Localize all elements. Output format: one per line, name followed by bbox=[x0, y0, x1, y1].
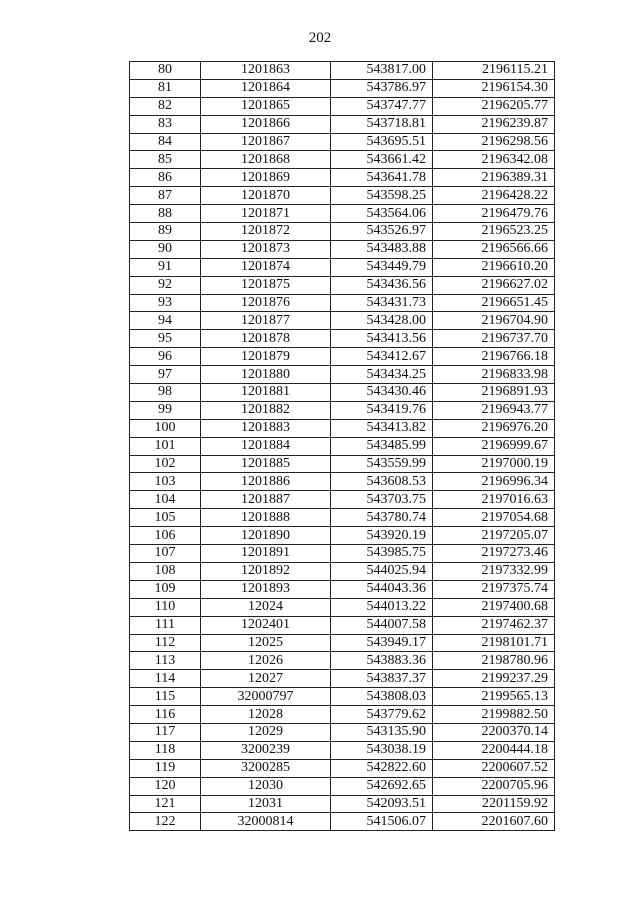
point-id-cell: 1201868 bbox=[201, 151, 331, 169]
x-coordinate-cell: 543747.77 bbox=[331, 97, 433, 115]
table-row bbox=[130, 527, 555, 545]
y-coordinate-cell: 2196154.30 bbox=[433, 79, 555, 97]
x-coordinate-cell: 543559.99 bbox=[331, 455, 433, 473]
x-coordinate-cell: 543135.90 bbox=[331, 723, 433, 741]
point-number-cell: 104 bbox=[130, 491, 201, 509]
x-coordinate-cell: 543598.25 bbox=[331, 187, 433, 205]
x-coordinate-cell: 543817.00 bbox=[331, 62, 433, 80]
page-number: 202 bbox=[308, 30, 332, 46]
table-row bbox=[130, 777, 555, 795]
y-coordinate-cell: 2196610.20 bbox=[433, 258, 555, 276]
y-coordinate-cell: 2196523.25 bbox=[433, 223, 555, 241]
point-id-cell: 1201871 bbox=[201, 205, 331, 223]
point-id-cell: 12026 bbox=[201, 652, 331, 670]
x-coordinate-cell: 543641.78 bbox=[331, 169, 433, 187]
x-coordinate-cell: 542093.51 bbox=[331, 795, 433, 813]
point-id-cell: 32000797 bbox=[201, 688, 331, 706]
table-row bbox=[130, 115, 555, 133]
y-coordinate-cell: 2200607.52 bbox=[433, 759, 555, 777]
point-number-cell: 87 bbox=[130, 187, 201, 205]
x-coordinate-cell: 543718.81 bbox=[331, 115, 433, 133]
table-row bbox=[130, 759, 555, 777]
x-coordinate-cell: 543413.82 bbox=[331, 419, 433, 437]
point-number-cell: 103 bbox=[130, 473, 201, 491]
point-number-cell: 105 bbox=[130, 509, 201, 527]
y-coordinate-cell: 2197462.37 bbox=[433, 616, 555, 634]
x-coordinate-cell: 543038.19 bbox=[331, 741, 433, 759]
x-coordinate-cell: 543428.00 bbox=[331, 312, 433, 330]
y-coordinate-cell: 2197016.63 bbox=[433, 491, 555, 509]
y-coordinate-cell: 2196389.31 bbox=[433, 169, 555, 187]
table-row bbox=[130, 205, 555, 223]
x-coordinate-cell: 544007.58 bbox=[331, 616, 433, 634]
point-id-cell: 3200239 bbox=[201, 741, 331, 759]
y-coordinate-cell: 2199237.29 bbox=[433, 670, 555, 688]
x-coordinate-cell: 543949.17 bbox=[331, 634, 433, 652]
point-id-cell: 1201884 bbox=[201, 437, 331, 455]
point-id-cell: 1201885 bbox=[201, 455, 331, 473]
y-coordinate-cell: 2196205.77 bbox=[433, 97, 555, 115]
point-id-cell: 1201874 bbox=[201, 258, 331, 276]
point-id-cell: 12030 bbox=[201, 777, 331, 795]
y-coordinate-cell: 2199565.13 bbox=[433, 688, 555, 706]
point-number-cell: 110 bbox=[130, 598, 201, 616]
point-number-cell: 118 bbox=[130, 741, 201, 759]
point-number-cell: 111 bbox=[130, 616, 201, 634]
point-number-cell: 121 bbox=[130, 795, 201, 813]
point-id-cell: 1201878 bbox=[201, 330, 331, 348]
point-number-cell: 81 bbox=[130, 79, 201, 97]
point-number-cell: 117 bbox=[130, 723, 201, 741]
point-id-cell: 1201886 bbox=[201, 473, 331, 491]
point-number-cell: 122 bbox=[130, 813, 201, 831]
point-id-cell: 1201877 bbox=[201, 312, 331, 330]
point-number-cell: 95 bbox=[130, 330, 201, 348]
point-number-cell: 83 bbox=[130, 115, 201, 133]
table-row bbox=[130, 348, 555, 366]
y-coordinate-cell: 2196342.08 bbox=[433, 151, 555, 169]
point-number-cell: 108 bbox=[130, 562, 201, 580]
point-number-cell: 98 bbox=[130, 384, 201, 402]
table-row bbox=[130, 223, 555, 241]
y-coordinate-cell: 2200444.18 bbox=[433, 741, 555, 759]
point-id-cell: 1201892 bbox=[201, 562, 331, 580]
point-number-cell: 116 bbox=[130, 706, 201, 724]
point-id-cell: 1201880 bbox=[201, 366, 331, 384]
point-id-cell: 12028 bbox=[201, 706, 331, 724]
point-id-cell: 1201891 bbox=[201, 545, 331, 563]
x-coordinate-cell: 543786.97 bbox=[331, 79, 433, 97]
coordinates-table-body bbox=[130, 62, 555, 831]
y-coordinate-cell: 2196298.56 bbox=[433, 133, 555, 151]
point-id-cell: 1201876 bbox=[201, 294, 331, 312]
x-coordinate-cell: 543430.46 bbox=[331, 384, 433, 402]
y-coordinate-cell: 2198780.96 bbox=[433, 652, 555, 670]
point-id-cell: 32000814 bbox=[201, 813, 331, 831]
point-id-cell: 12025 bbox=[201, 634, 331, 652]
table-row bbox=[130, 258, 555, 276]
y-coordinate-cell: 2200370.14 bbox=[433, 723, 555, 741]
y-coordinate-cell: 2201159.92 bbox=[433, 795, 555, 813]
x-coordinate-cell: 543661.42 bbox=[331, 151, 433, 169]
table-row bbox=[130, 437, 555, 455]
y-coordinate-cell: 2196566.66 bbox=[433, 240, 555, 258]
point-number-cell: 89 bbox=[130, 223, 201, 241]
point-number-cell: 97 bbox=[130, 366, 201, 384]
point-id-cell: 1201867 bbox=[201, 133, 331, 151]
point-number-cell: 82 bbox=[130, 97, 201, 115]
x-coordinate-cell: 543883.36 bbox=[331, 652, 433, 670]
point-id-cell: 1201888 bbox=[201, 509, 331, 527]
y-coordinate-cell: 2196766.18 bbox=[433, 348, 555, 366]
table-row bbox=[130, 813, 555, 831]
point-number-cell: 94 bbox=[130, 312, 201, 330]
table-row bbox=[130, 723, 555, 741]
table-row bbox=[130, 97, 555, 115]
y-coordinate-cell: 2196479.76 bbox=[433, 205, 555, 223]
point-id-cell: 1201872 bbox=[201, 223, 331, 241]
y-coordinate-cell: 2196239.87 bbox=[433, 115, 555, 133]
table-row bbox=[130, 473, 555, 491]
x-coordinate-cell: 543483.88 bbox=[331, 240, 433, 258]
x-coordinate-cell: 542692.65 bbox=[331, 777, 433, 795]
y-coordinate-cell: 2196737.70 bbox=[433, 330, 555, 348]
x-coordinate-cell: 543837.37 bbox=[331, 670, 433, 688]
point-id-cell: 1201870 bbox=[201, 187, 331, 205]
point-id-cell: 12027 bbox=[201, 670, 331, 688]
table-row bbox=[130, 79, 555, 97]
point-number-cell: 96 bbox=[130, 348, 201, 366]
y-coordinate-cell: 2197332.99 bbox=[433, 562, 555, 580]
table-row bbox=[130, 187, 555, 205]
table-row bbox=[130, 366, 555, 384]
table-row bbox=[130, 634, 555, 652]
table-row bbox=[130, 240, 555, 258]
point-number-cell: 86 bbox=[130, 169, 201, 187]
x-coordinate-cell: 542822.60 bbox=[331, 759, 433, 777]
x-coordinate-cell: 543920.19 bbox=[331, 527, 433, 545]
y-coordinate-cell: 2197375.74 bbox=[433, 580, 555, 598]
y-coordinate-cell: 2201607.60 bbox=[433, 813, 555, 831]
x-coordinate-cell: 543485.99 bbox=[331, 437, 433, 455]
table-row bbox=[130, 169, 555, 187]
point-id-cell: 1201883 bbox=[201, 419, 331, 437]
x-coordinate-cell: 543419.76 bbox=[331, 401, 433, 419]
point-id-cell: 1201893 bbox=[201, 580, 331, 598]
x-coordinate-cell: 543608.53 bbox=[331, 473, 433, 491]
point-number-cell: 100 bbox=[130, 419, 201, 437]
table-row bbox=[130, 62, 555, 80]
point-id-cell: 12029 bbox=[201, 723, 331, 741]
table-row bbox=[130, 294, 555, 312]
x-coordinate-cell: 543780.74 bbox=[331, 509, 433, 527]
point-id-cell: 1201890 bbox=[201, 527, 331, 545]
x-coordinate-cell: 543985.75 bbox=[331, 545, 433, 563]
table-row bbox=[130, 401, 555, 419]
point-number-cell: 115 bbox=[130, 688, 201, 706]
point-number-cell: 114 bbox=[130, 670, 201, 688]
x-coordinate-cell: 543413.56 bbox=[331, 330, 433, 348]
point-number-cell: 101 bbox=[130, 437, 201, 455]
y-coordinate-cell: 2197273.46 bbox=[433, 545, 555, 563]
y-coordinate-cell: 2197400.68 bbox=[433, 598, 555, 616]
table-row bbox=[130, 652, 555, 670]
x-coordinate-cell: 543808.03 bbox=[331, 688, 433, 706]
point-number-cell: 99 bbox=[130, 401, 201, 419]
point-id-cell: 12024 bbox=[201, 598, 331, 616]
point-number-cell: 93 bbox=[130, 294, 201, 312]
table-row bbox=[130, 598, 555, 616]
x-coordinate-cell: 543436.56 bbox=[331, 276, 433, 294]
y-coordinate-cell: 2196115.21 bbox=[433, 62, 555, 80]
y-coordinate-cell: 2200705.96 bbox=[433, 777, 555, 795]
point-number-cell: 112 bbox=[130, 634, 201, 652]
table-row bbox=[130, 688, 555, 706]
table-row bbox=[130, 562, 555, 580]
x-coordinate-cell: 543695.51 bbox=[331, 133, 433, 151]
table-row bbox=[130, 133, 555, 151]
point-id-cell: 1201875 bbox=[201, 276, 331, 294]
point-number-cell: 113 bbox=[130, 652, 201, 670]
point-number-cell: 102 bbox=[130, 455, 201, 473]
point-number-cell: 120 bbox=[130, 777, 201, 795]
point-number-cell: 88 bbox=[130, 205, 201, 223]
table-row bbox=[130, 455, 555, 473]
point-id-cell: 1201866 bbox=[201, 115, 331, 133]
x-coordinate-cell: 541506.07 bbox=[331, 813, 433, 831]
y-coordinate-cell: 2198101.71 bbox=[433, 634, 555, 652]
y-coordinate-cell: 2196651.45 bbox=[433, 294, 555, 312]
y-coordinate-cell: 2196976.20 bbox=[433, 419, 555, 437]
point-id-cell: 12031 bbox=[201, 795, 331, 813]
table-row bbox=[130, 312, 555, 330]
y-coordinate-cell: 2197054.68 bbox=[433, 509, 555, 527]
point-number-cell: 119 bbox=[130, 759, 201, 777]
y-coordinate-cell: 2196943.77 bbox=[433, 401, 555, 419]
point-id-cell: 1201873 bbox=[201, 240, 331, 258]
table-row bbox=[130, 545, 555, 563]
y-coordinate-cell: 2196428.22 bbox=[433, 187, 555, 205]
point-number-cell: 106 bbox=[130, 527, 201, 545]
point-number-cell: 92 bbox=[130, 276, 201, 294]
table-row bbox=[130, 491, 555, 509]
y-coordinate-cell: 2197205.07 bbox=[433, 527, 555, 545]
table-row bbox=[130, 706, 555, 724]
point-number-cell: 90 bbox=[130, 240, 201, 258]
table-row bbox=[130, 384, 555, 402]
point-number-cell: 84 bbox=[130, 133, 201, 151]
x-coordinate-cell: 544025.94 bbox=[331, 562, 433, 580]
point-id-cell: 1201865 bbox=[201, 97, 331, 115]
x-coordinate-cell: 543449.79 bbox=[331, 258, 433, 276]
point-id-cell: 1201863 bbox=[201, 62, 331, 80]
point-id-cell: 1202401 bbox=[201, 616, 331, 634]
x-coordinate-cell: 543434.25 bbox=[331, 366, 433, 384]
coordinates-table bbox=[129, 61, 555, 831]
x-coordinate-cell: 543703.75 bbox=[331, 491, 433, 509]
x-coordinate-cell: 544013.22 bbox=[331, 598, 433, 616]
point-number-cell: 109 bbox=[130, 580, 201, 598]
y-coordinate-cell: 2196999.67 bbox=[433, 437, 555, 455]
y-coordinate-cell: 2196833.98 bbox=[433, 366, 555, 384]
point-id-cell: 1201881 bbox=[201, 384, 331, 402]
table-row bbox=[130, 741, 555, 759]
y-coordinate-cell: 2196627.02 bbox=[433, 276, 555, 294]
point-id-cell: 1201879 bbox=[201, 348, 331, 366]
x-coordinate-cell: 543526.97 bbox=[331, 223, 433, 241]
table-row bbox=[130, 795, 555, 813]
table-row bbox=[130, 616, 555, 634]
x-coordinate-cell: 544043.36 bbox=[331, 580, 433, 598]
y-coordinate-cell: 2196704.90 bbox=[433, 312, 555, 330]
table-row bbox=[130, 580, 555, 598]
y-coordinate-cell: 2196996.34 bbox=[433, 473, 555, 491]
x-coordinate-cell: 543564.06 bbox=[331, 205, 433, 223]
point-id-cell: 1201882 bbox=[201, 401, 331, 419]
point-id-cell: 1201864 bbox=[201, 79, 331, 97]
point-number-cell: 85 bbox=[130, 151, 201, 169]
table-row bbox=[130, 151, 555, 169]
y-coordinate-cell: 2197000.19 bbox=[433, 455, 555, 473]
table-row bbox=[130, 419, 555, 437]
table-row bbox=[130, 509, 555, 527]
point-number-cell: 80 bbox=[130, 62, 201, 80]
point-number-cell: 107 bbox=[130, 545, 201, 563]
y-coordinate-cell: 2199882.50 bbox=[433, 706, 555, 724]
table-row bbox=[130, 276, 555, 294]
point-id-cell: 1201887 bbox=[201, 491, 331, 509]
table-row bbox=[130, 330, 555, 348]
x-coordinate-cell: 543412.67 bbox=[331, 348, 433, 366]
point-id-cell: 3200285 bbox=[201, 759, 331, 777]
y-coordinate-cell: 2196891.93 bbox=[433, 384, 555, 402]
x-coordinate-cell: 543779.62 bbox=[331, 706, 433, 724]
point-id-cell: 1201869 bbox=[201, 169, 331, 187]
x-coordinate-cell: 543431.73 bbox=[331, 294, 433, 312]
point-number-cell: 91 bbox=[130, 258, 201, 276]
table-row bbox=[130, 670, 555, 688]
